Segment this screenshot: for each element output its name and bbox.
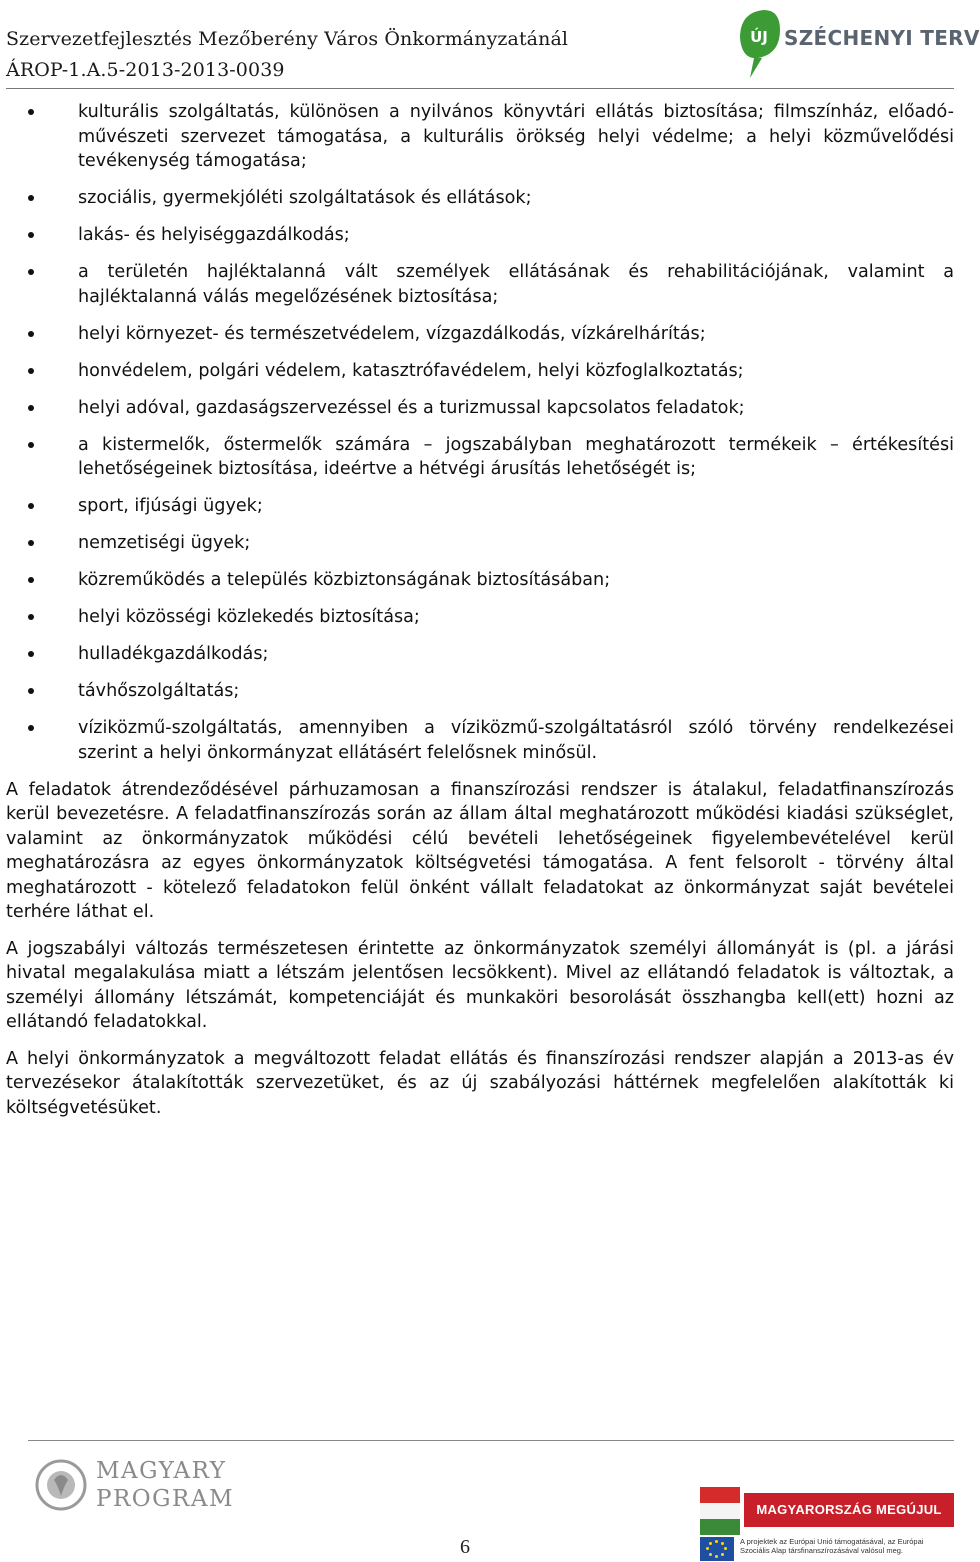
header-org-title: Szervezetfejlesztés Mezőberény Város Önkormányzatánál — [6, 28, 569, 50]
bullet-icon — [28, 540, 34, 546]
list-item — [6, 531, 954, 556]
logo-uj-text: ÚJ — [750, 28, 768, 46]
list-item — [6, 568, 954, 593]
bullet-icon — [28, 331, 34, 337]
magyarorszag-megujul-logo — [700, 1487, 954, 1537]
list-item — [6, 223, 954, 248]
list-item-text: a kistermelők, őstermelők számára – jogszabályban meghatározott termékeik – értékesítési lehetőségeinek biztosítása, ideértve a hétvégi árusítás lehetőségét is; — [78, 434, 954, 479]
list-item — [6, 679, 954, 704]
bullet-icon — [28, 269, 34, 275]
list-item — [6, 396, 954, 421]
header-project-code: ÁROP-1.A.5-2013-2013-0039 — [6, 59, 285, 81]
list-item-text: honvédelem, polgári védelem, katasztrófavédelem, helyi közfoglalkoztatás; — [78, 360, 744, 381]
list-item-text: helyi adóval, gazdaságszervezéssel és a turizmussal kapcsolatos feladatok; — [78, 397, 745, 418]
list-item-text: szociális, gyermekjóléti szolgáltatások és ellátások; — [78, 188, 532, 208]
bullet-icon — [28, 577, 34, 583]
bullet-icon — [28, 232, 34, 238]
paragraph-restructuring: A helyi önkormányzatok a megváltozott feladat ellátás és finanszírozási rendszer alapján a 2013-as év tervezésekor átalakították szervezetüket, és az új szabályozási háttérnek megfelelően alakították ki költségvetésüket. — [6, 1048, 954, 1118]
flag-white-stripe — [700, 1503, 740, 1519]
bullet-icon — [28, 688, 34, 694]
szechenyi-terv-logo — [736, 8, 980, 80]
header-divider — [6, 88, 954, 89]
bullet-icon — [28, 725, 34, 731]
list-item — [6, 642, 954, 667]
list-item — [6, 433, 954, 482]
bullet-icon — [28, 614, 34, 620]
flag-green-stripe — [700, 1519, 740, 1535]
list-item-text: helyi környezet- és természetvédelem, vízgazdálkodás, vízkárelhárítás; — [78, 323, 706, 344]
list-item — [6, 359, 954, 384]
list-item — [6, 260, 954, 309]
bullet-icon — [28, 109, 34, 115]
list-item — [6, 605, 954, 630]
logo-szechenyi-text: SZÉCHENYI TERV — [784, 26, 980, 50]
list-item-text: víziközmű-szolgáltatás, amennyiben a víziközmű-szolgáltatásról szóló törvény rendelkezései szerint a helyi önkormányzat ellátásért felelősnek minősül. — [78, 718, 954, 763]
page-number: 6 — [460, 1536, 470, 1558]
magyary-line1: MAGYARY — [96, 1458, 227, 1484]
task-list — [6, 100, 954, 765]
list-item-text: lakás- és helyiséggazdálkodás; — [78, 225, 350, 245]
bullet-icon — [28, 195, 34, 201]
list-item — [6, 100, 954, 174]
list-item — [6, 494, 954, 519]
bullet-icon — [28, 442, 34, 448]
mm-banner-text: MAGYARORSZÁG MEGÚJUL — [744, 1493, 954, 1527]
list-item-text: helyi közösségi közlekedés biztosítása; — [78, 607, 420, 627]
flag-red-stripe — [700, 1487, 740, 1503]
list-item — [6, 322, 954, 347]
bullet-icon — [28, 368, 34, 374]
list-item — [6, 186, 954, 211]
list-item-text: nemzetiségi ügyek; — [78, 533, 251, 553]
magyary-emblem-icon — [34, 1456, 88, 1514]
list-item-text: közreműködés a település közbiztonságának biztosításában; — [78, 570, 611, 590]
list-item-text: sport, ifjúsági ügyek; — [78, 496, 263, 516]
list-item-text: a területén hajléktalanná vált személyek ellátásának és rehabilitációjának, valamint a hajléktalanná válás megelőzésének biztosítása; — [78, 262, 954, 307]
paragraph-financing: A feladatok átrendeződésével párhuzamosan a finanszírozási rendszer is átalakul, feladatfinanszírozás kerül bevezetésre. A feladatfinanszírozás során az állam által meghatározott működési kiadási szükséglet, valamint az önkormányzatok működési célú bevételi lehetőségeinek figyelembevételével kerül meghatározásra az egyes önkormányzatok költségvetési támogatása. A fent felsorolt - törvény által meghatározott - kötelező feladatokon felül önként vállalt feladatokat az önkormányzat saját bevételei terhére láthat el. — [6, 779, 954, 922]
document-body — [6, 100, 954, 1132]
bullet-icon — [28, 405, 34, 411]
paragraph-staff: A jogszabályi változás természetesen érintette az önkormányzatok személyi állományát is (pl. a járási hivatal megalakulása miatt a létszám jelentősen lecsökkent). Mivel az ellátandó feladatok is változtak, a személyi állomány létszámát, kompetenciáját és munkaköri besorolását összhangba kell(ett) hozni az ellátandó feladatokkal. — [6, 938, 954, 1032]
footer-divider — [28, 1440, 954, 1441]
eu-text-line2: Szociális Alap társfinanszírozásával valósul meg. — [740, 1546, 903, 1555]
uj-leaf-icon — [736, 8, 782, 80]
magyary-program-logo — [34, 1456, 264, 1516]
eu-text-line1: A projektek az Európai Unió támogatásával, az Európai — [740, 1537, 924, 1546]
magyary-line2: PROGRAM — [96, 1486, 234, 1512]
bullet-icon — [28, 651, 34, 657]
bullet-icon — [28, 503, 34, 509]
list-item-text: távhőszolgáltatás; — [78, 681, 240, 701]
list-item-text: kulturális szolgáltatás, különösen a nyilvános könyvtári ellátás biztosítása; filmszínház, előadó-művészeti szervezet támogatása, a kulturális örökség helyi védelme; a helyi közművelődési tevékenység támogatása; — [78, 102, 954, 171]
list-item — [6, 716, 954, 765]
list-item-text: hulladékgazdálkodás; — [78, 644, 269, 664]
